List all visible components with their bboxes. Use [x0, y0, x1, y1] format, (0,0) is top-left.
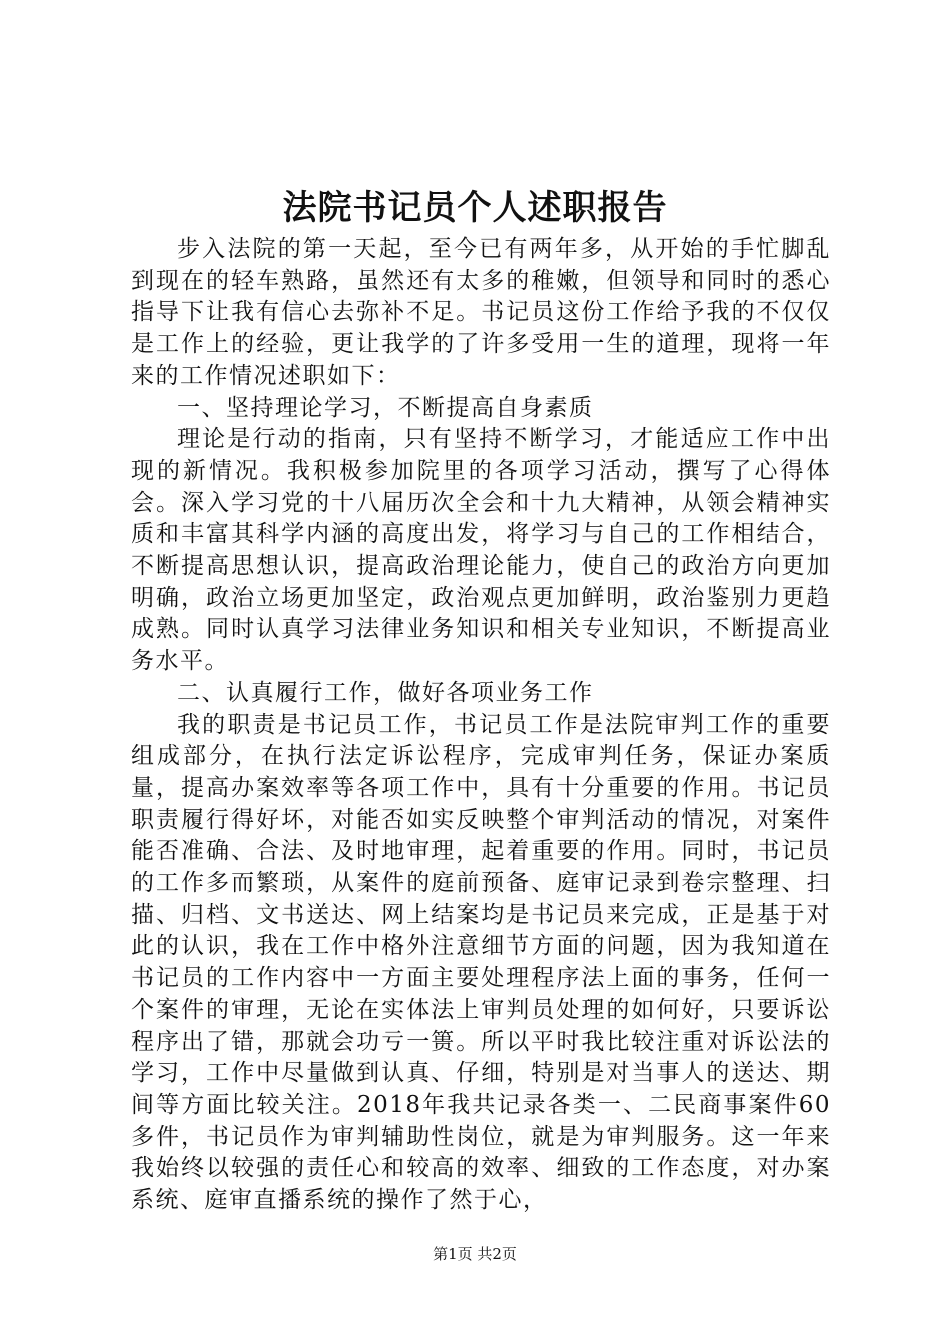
- section-1-paragraph: 理论是行动的指南，只有坚持不断学习，才能适应工作中出现的新情况。我积极参加院里的各项学习活动，撰写了心得体会。深入学习党的十八届历次全会和十九大精神，从领会精神实质和丰富其科学内涵的高度出发，将学习与自己的工作相结合，不断提高思想认识，提高政治理论能力，使自己的政治方向更加明确，政治立场更加坚定，政治观点更加鲜明，政治鉴别力更趋成熟。同时认真学习法律业务知识和相关专业知识，不断提高业务水平。: [131, 426, 831, 675]
- section-heading-2: 二、认真履行工作，做好各项业务工作: [177, 679, 594, 706]
- document-title: 法院书记员个人述职报告: [282, 188, 668, 228]
- section-heading-1: 一、坚持理论学习，不断提高自身素质: [177, 394, 594, 421]
- page-footer: 第1页 共2页: [433, 1245, 517, 1263]
- document-body: [131, 234, 831, 1217]
- section-2-paragraph: 我的职责是书记员工作，书记员工作是法院审判工作的重要组成部分，在执行法定诉讼程序，完成审判任务，保证办案质量，提高办案效率等各项工作中，具有十分重要的作用。书记员职责履行得好坏，对能否如实反映整个审判活动的情况，对案件能否准确、合法、及时地审理，起着重要的作用。同时，书记员的工作多而繁琐，从案件的庭前预备、庭审记录到卷宗整理、扫描、归档、文书送达、网上结案均是书记员来完成，正是基于对此的认识，我在工作中格外注意细节方面的问题，因为我知道在书记员的工作内容中一方面主要处理程序法上面的事务，任何一个案件的审理，无论在实体法上审判员处理的如何好，只要诉讼程序出了错，那就会功亏一篑。所以平时我比较注重对诉讼法的学习，工作中尽量做到认真、仔细，特别是对当事人的送达、期间等方面比较关注。2018年我共记录各类一、二民商事案件60多件，书记员作为审判辅助性岗位，就是为审判服务。这一年来我始终以较强的责任心和较高的效率、细致的工作态度，对办案系统、庭审直播系统的操作了然于心，: [131, 711, 831, 1214]
- intro-paragraph: 步入法院的第一天起，至今已有两年多，从开始的手忙脚乱到现在的轻车熟路，虽然还有太多的稚嫩，但领导和同时的悉心指导下让我有信心去弥补不足。书记员这份工作给予我的不仅仅是工作上的经验，更让我学的了许多受用一生的道理，现将一年来的工作情况述职如下：: [131, 236, 831, 389]
